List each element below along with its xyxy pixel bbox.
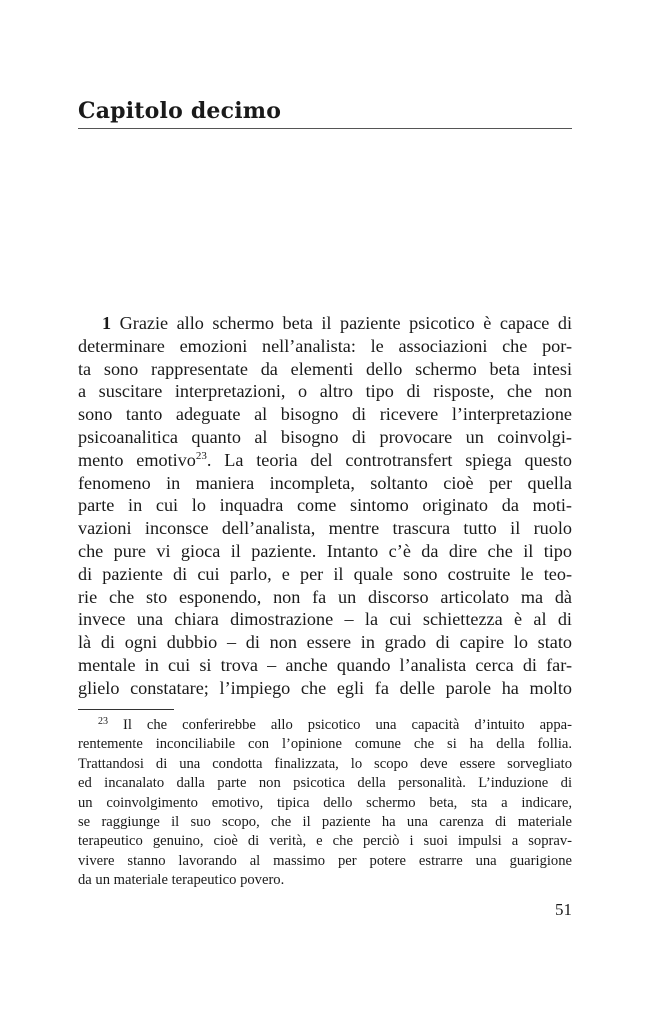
body-line: vazioni inconsce dell’analista, mentre trascura tutto il ruolo (78, 518, 572, 539)
body-line: 1 Grazie allo schermo beta il paziente psicotico è capace di (102, 313, 573, 333)
body-line: mentale in cui si trova – anche quando l’analista cerca di far- (78, 654, 572, 675)
footnote-line: se raggiunge il suo scopo, che il paziente ha una carenza di materiale (78, 814, 572, 831)
footnote-marker: 23 (98, 716, 108, 727)
body-line: sono tanto adeguate al bisogno di ricevere l’interpretazione (78, 404, 572, 425)
body-line: rie che sto esponendo, non fa un discorso articolato ma dà (78, 586, 572, 607)
body-paragraph (78, 312, 572, 700)
footnote-line: rentemente inconciliabile con l’opinione comune che si ha della follia. (78, 736, 572, 753)
body-line: determinare emozioni nell’analista: le associazioni che por- (78, 335, 572, 356)
body-line: fenomeno in maniera incompleta, soltanto cioè per quella (78, 472, 572, 493)
footnote-line: terapeutico genuino, cioè di verità, e che perciò i suoi impulsi a soprav- (78, 833, 572, 850)
body-line: di paziente di cui parlo, e per il quale sono costruite le teo- (78, 563, 572, 584)
body-line: glielo constatare; l’impiego che egli fa delle parole ha molto (78, 677, 572, 698)
footnote-line: da un materiale terapeutico povero. (78, 872, 285, 889)
body-line: parte in cui lo inquadra come sintomo originato da moti- (78, 495, 572, 516)
body-line: che pure vi gioca il paziente. Intanto c’è da dire che il tipo (78, 540, 572, 561)
body-line: mento emotivo$^{23}$. La teoria del controtransfert spiega questo (78, 449, 572, 470)
body-line: invece una chiara dimostrazione – la cui schiettezza è al di (78, 609, 572, 630)
footnote-reference[interactable]: 23 (195, 449, 207, 462)
title-rule (78, 128, 572, 129)
body-line: là di ogni dubbio – di non essere in grado di capire lo stato (78, 632, 572, 653)
body-line: ta sono rappresentate da elementi dello schermo beta intesi (78, 358, 572, 379)
page-number: 51 (555, 900, 572, 919)
footnote-line: un coinvolgimento emotivo, tipica dello schermo beta, sta a indicare, (78, 794, 572, 811)
footnote-line: $^{23}$ Il che conferirebbe allo psicotico una capacità d’intuito appa- (98, 716, 572, 733)
paragraph-number: 1 (102, 313, 112, 333)
footnote-line: ed incanalato dalla parte non psicotica della personalità. L’induzione di (78, 775, 572, 792)
footnote-line: Trattandosi di una condotta finalizzata, lo scopo deve essere sorvegliato (78, 755, 572, 772)
footnote-line: vivere stanno lavorando al massimo per potere estrarre una guarigione (78, 852, 572, 869)
body-line: a suscitare interpretazioni, o altro tipo di risposte, che non (78, 381, 572, 402)
body-line: psicoanalitica quanto al bisogno di provocare un coinvolgi- (78, 426, 572, 447)
chapter-title: Capitolo decimo (78, 98, 282, 124)
footnote (78, 716, 572, 891)
footnote-separator (78, 709, 174, 710)
